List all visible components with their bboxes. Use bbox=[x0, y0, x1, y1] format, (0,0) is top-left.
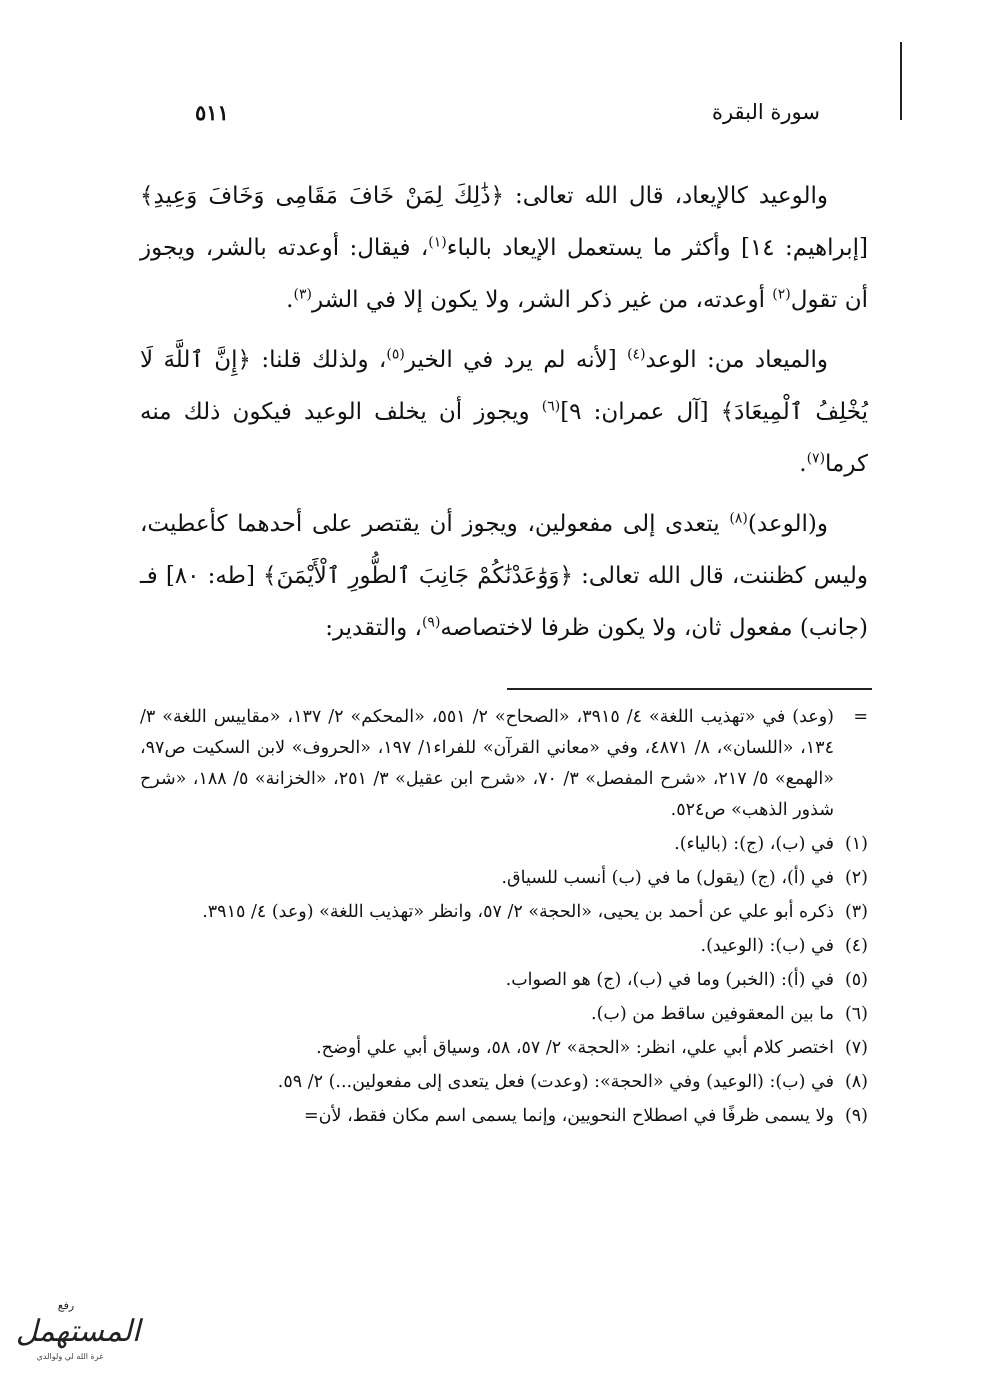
footnote-number: (٩) bbox=[844, 1106, 868, 1126]
footnote-number: (٤) bbox=[844, 936, 868, 956]
footnote-text: ذكره أبو علي عن أحمد بن يحيى، «الحجة» ٢/ ٥٧، وانظر «تهذيب اللغة» (وعد) ٤/ ٣٩١٥. bbox=[202, 902, 834, 922]
footnote-ref-6: (٦) bbox=[541, 398, 561, 415]
paragraph-1 bbox=[140, 170, 868, 326]
text-run: ، ولذلك قلنا: ﴿إِنَّ ٱللَّهَ لَا يُخْلِفُ ٱلْمِيعَادَ﴾ [آل عمران: ٩] bbox=[140, 347, 868, 425]
page-header bbox=[195, 100, 820, 140]
footnote-text: اختصر كلام أبي علي، انظر: «الحجة» ٢/ ٥٧، ٥٨، وسياق أبي علي أوضح. bbox=[316, 1038, 834, 1058]
footnote-item bbox=[140, 1033, 868, 1064]
text-run: والميعاد من: الوعد bbox=[645, 347, 828, 373]
footnote-text: ما بين المعقوفين ساقط من (ب). bbox=[591, 1004, 834, 1024]
footnote-number: (٦) bbox=[844, 1004, 868, 1024]
footnote-text: في (أ)، (ج) (يقول) ما في (ب) أنسب للسياق. bbox=[501, 868, 834, 888]
logo-main-text: المستهمل bbox=[15, 1314, 141, 1349]
footnote-item bbox=[140, 897, 868, 928]
footnote-number: (٢) bbox=[844, 868, 868, 888]
footnote-ref-5: (٥) bbox=[386, 346, 405, 363]
footnote-number: (٧) bbox=[844, 1038, 868, 1058]
footnote-ref-1: (١) bbox=[428, 234, 447, 251]
footnote-text: في (أ): (الخبر) وما في (ب)، (ج) هو الصواب. bbox=[505, 970, 834, 990]
footnote-ref-3: (٣) bbox=[293, 286, 312, 303]
footnote-item bbox=[140, 863, 868, 894]
text-run: ، فيقال: أوعدته بالشر، ويجوز أن تقول bbox=[140, 235, 868, 313]
text-run: والوعيد كالإيعاد، قال الله تعالى: ﴿ذَٰلِكَ لِمَنْ خَافَ مَقَامِى وَخَافَ وَعِيدِ﴾ [إبراهيم: ١٤] وأكثر ما يستعمل الإيعاد بالباء bbox=[140, 183, 868, 261]
footnote-number: = bbox=[853, 707, 868, 727]
footnote-text: في (ب)، (ج): (بالياء). bbox=[674, 834, 834, 854]
logo-top-text: رفع bbox=[57, 1299, 75, 1312]
page-number: ٥١١ bbox=[195, 100, 229, 125]
text-run: [لأنه لم يرد في الخير bbox=[404, 347, 628, 373]
paragraph-2 bbox=[140, 334, 868, 490]
footnote-text: ولا يسمى ظرفًا في اصطلاح النحويين، وإنما يسمى اسم مكان فقط، لأن= bbox=[304, 1106, 834, 1126]
footnote-number: (٨) bbox=[844, 1072, 868, 1092]
footnote-item bbox=[140, 702, 868, 826]
footnote-item bbox=[140, 1067, 868, 1098]
text-run: ويجوز أن يخلف الوعيد فيكون ذلك منه كرما bbox=[140, 399, 868, 477]
text-run: و(الوعد) bbox=[747, 511, 828, 537]
text-run: يتعدى إلى مفعولين، ويجوز أن يقتصر على أحدهما كأعطيت، وليس كظننت، قال الله تعالى: ﴿وَوَٰعَدْنَٰكُمْ جَانِبَ ٱلطُّورِ ٱلْأَيْمَنَ﴾ [طه: ٨٠] فـ (جانب) مفعول ثان، ولا يكون ظرفا لاختصاصه bbox=[140, 511, 868, 641]
text-run: ، والتقدير: bbox=[325, 615, 422, 641]
text-run: . bbox=[286, 287, 294, 313]
footnote-ref-4: (٤) bbox=[627, 346, 646, 363]
footnote-divider bbox=[507, 688, 872, 690]
footnotes bbox=[140, 702, 868, 1132]
publisher-logo bbox=[8, 1295, 150, 1365]
footnote-item bbox=[140, 931, 868, 962]
page-edge-line bbox=[900, 42, 902, 120]
footnote-ref-2: (٢) bbox=[772, 286, 791, 303]
text-run: . bbox=[799, 451, 807, 477]
footnote-number: (٥) bbox=[844, 970, 868, 990]
text-run: أوعدته، من غير ذكر الشر، ولا يكون إلا في الشر bbox=[311, 287, 773, 313]
footnote-ref-8: (٨) bbox=[729, 510, 748, 527]
footnote-text: في (ب): (الوعيد). bbox=[700, 936, 834, 956]
footnote-number: (١) bbox=[844, 834, 868, 854]
logo-sub-text: غرة الله لي ولوالدي bbox=[36, 1352, 104, 1361]
footnote-text: في (ب): (الوعيد) وفي «الحجة»: (وعدت) فعل يتعدى إلى مفعولين...) ٢/ ٥٩. bbox=[277, 1072, 834, 1092]
footnote-ref-9: (٩) bbox=[421, 614, 441, 631]
surah-name: سورة البقرة bbox=[711, 100, 820, 124]
footnote-item bbox=[140, 999, 868, 1030]
footnote-item bbox=[140, 829, 868, 860]
main-text bbox=[140, 170, 868, 654]
footnote-text: (وعد) في «تهذيب اللغة» ٤/ ٣٩١٥، «الصحاح» ٢/ ٥٥١، «المحكم» ٢/ ١٣٧، «مقاييس اللغة» ٣/ ١٣٤، «اللسان»، ٨/ ٤٨٧١، وفي «معاني القرآن» للفراء١/ ١٩٧، «الحروف» لابن السكيت ص٩٧، «الهمع» ٥/ ٢١٧، «شرح المفصل» ٣/ ٧٠، «شرح ابن عقيل» ٣/ ٢٥١، «الخزانة» ٥/ ١٨٨، «شرح شذور الذهب» ص٥٢٤. bbox=[140, 707, 834, 820]
footnote-number: (٣) bbox=[844, 902, 868, 922]
footnote-item bbox=[140, 965, 868, 996]
footnote-ref-7: (٧) bbox=[806, 450, 826, 467]
footnote-item bbox=[140, 1101, 868, 1132]
paragraph-3 bbox=[140, 498, 868, 654]
